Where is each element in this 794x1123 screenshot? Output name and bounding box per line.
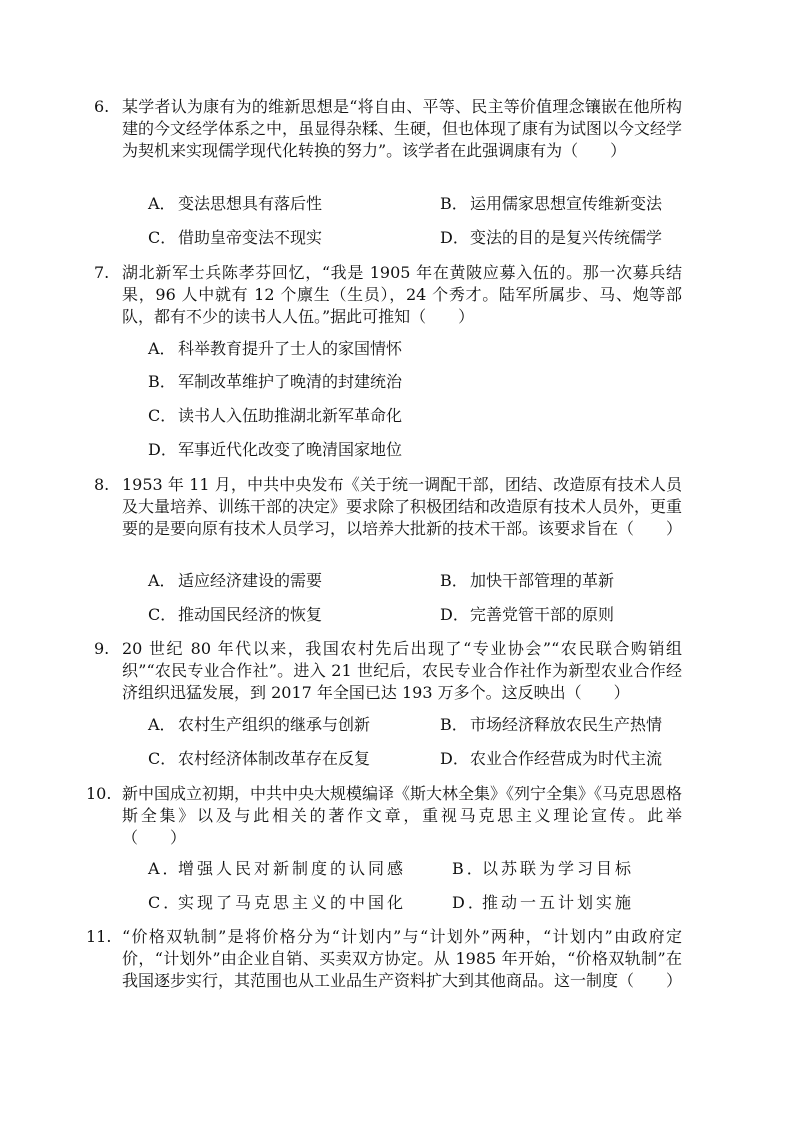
- question-stem: 湖北新军士兵陈孝芬回忆，“我是 1905 年在黄陂应募入伍的。那一次募兵结果，96 人中就有 12 个廪生（生员），24 个秀才。陆军所属步、马、炮等部队，都有不少的读书人人伍。”据此可推知（ ）: [122, 263, 682, 326]
- option-letter: C．: [148, 749, 177, 768]
- option-b: [148, 371, 402, 393]
- option-letter: B．: [452, 859, 486, 878]
- question-stem: 新中国成立初期，中共中央大规模编译《斯大林全集》《列宁全集》《马克思恩格斯全集》以及与此相关的著作文章，重视马克思主义理论宣传。此举 （ ）: [122, 784, 794, 847]
- option-text: 借助皇帝变法不现实: [178, 228, 323, 247]
- question-11: [86, 926, 683, 992]
- option-text: 适应经济建设的需要: [178, 571, 323, 590]
- option-a: [148, 714, 370, 736]
- option-text: 变法的目的是复兴传统儒学: [470, 228, 663, 247]
- option-c: [148, 227, 322, 249]
- option-c: [148, 604, 322, 626]
- option-letter: D．: [440, 605, 469, 624]
- option-c: [148, 405, 402, 427]
- option-text: 军制改革维护了晚清的封建统治: [178, 372, 403, 391]
- option-text: 实现了马克思主义的中国化: [178, 893, 407, 912]
- option-a: [148, 858, 406, 880]
- option-text: 以苏联为学习目标: [482, 859, 635, 878]
- option-b: [452, 858, 634, 880]
- option-text: 加快干部管理的革新: [470, 571, 615, 590]
- option-letter: C．: [148, 406, 177, 425]
- option-d: [440, 748, 662, 770]
- option-letter: A．: [148, 571, 176, 590]
- question-8: [94, 474, 683, 540]
- question-stem: 1953 年 11 月，中共中央发布《关于统一调配干部，团结、改造原有技术人员及大量培养、训练干部的决定》要求除了积极团结和改造原有技术人员外，更重要的是要向原有技术人员学习，以培养大批新的技术干部。该要求旨在（ ）: [122, 475, 683, 538]
- option-text: 军事近代化改变了晚清国家地位: [178, 440, 403, 459]
- option-letter: D．: [452, 893, 487, 912]
- option-text: 推动一五计划实施: [482, 893, 635, 912]
- question-number: 9.: [94, 639, 110, 658]
- question-10: [86, 783, 794, 849]
- option-letter: A．: [148, 194, 176, 213]
- option-letter: C．: [148, 605, 177, 624]
- option-d: [148, 439, 402, 461]
- option-letter: D．: [440, 749, 469, 768]
- option-letter: C．: [148, 228, 177, 247]
- option-letter: A．: [148, 715, 176, 734]
- option-letter: A．: [148, 339, 176, 358]
- option-d: [440, 227, 662, 249]
- option-letter: D．: [148, 440, 177, 459]
- option-c: [148, 748, 370, 770]
- option-b: [440, 193, 662, 215]
- question-number: 6.: [94, 97, 110, 116]
- option-text: 运用儒家思想宣传维新变法: [470, 194, 663, 213]
- option-text: 读书人入伍助推湖北新军革命化: [178, 406, 403, 425]
- option-a: [148, 193, 322, 215]
- option-b: [440, 714, 662, 736]
- option-letter: B．: [440, 571, 468, 590]
- option-b: [440, 570, 614, 592]
- option-letter: B．: [440, 194, 468, 213]
- question-number: 10.: [86, 784, 112, 803]
- question-9: [94, 638, 682, 704]
- option-letter: C．: [148, 893, 183, 912]
- question-number: 8.: [94, 475, 110, 494]
- option-text: 科举教育提升了士人的家国情怀: [178, 339, 403, 358]
- question-number: 11.: [86, 927, 112, 946]
- option-text: 完善党管干部的原则: [470, 605, 615, 624]
- option-text: 农业合作经营成为时代主流: [470, 749, 663, 768]
- option-letter: B．: [440, 715, 468, 734]
- option-text: 推动国民经济的恢复: [178, 605, 323, 624]
- option-text: 变法思想具有落后性: [178, 194, 323, 213]
- option-d: [452, 892, 634, 914]
- question-6: [94, 96, 683, 162]
- option-letter: A．: [148, 859, 182, 878]
- option-letter: B．: [148, 372, 176, 391]
- question-number: 7.: [94, 263, 110, 282]
- option-c: [148, 892, 406, 914]
- option-text: 市场经济释放农民生产热情: [470, 715, 663, 734]
- option-d: [440, 604, 614, 626]
- option-a: [148, 338, 402, 360]
- question-stem: 20 世纪 80 年代以来，我国农村先后出现了“专业协会”“农民联合购销组织”“农民专业合作社”。进入 21 世纪后，农民专业合作社作为新型农业合作经济组织迅猛发展，到 2017 年全国已达 193 万多个。这反映出（ ）: [122, 639, 682, 702]
- option-letter: D．: [440, 228, 469, 247]
- question-stem: 某学者认为康有为的维新思想是“将自由、平等、民主等价值理念镶嵌在他所构建的今文经学体系之中，虽显得杂糅、生硬，但也体现了康有为试图以今文经学为契机来实现儒学现代化转换的努力”。该学者在此强调康有为（ ）: [122, 97, 683, 160]
- option-a: [148, 570, 322, 592]
- option-text: 农村生产组织的继承与创新: [178, 715, 371, 734]
- option-text: 增强人民对新制度的认同感: [178, 859, 407, 878]
- option-text: 农村经济体制改革存在反复: [178, 749, 371, 768]
- question-7: [94, 262, 682, 328]
- question-stem: “价格双轨制”是将价格分为“计划内”与“计划外”两种，“计划内”由政府定价，“计划外”由企业自销、买卖双方协定。从 1985 年开始，“价格双轨制”在我国逐步实行，其范围也从工业品生产资料扩大到其他商品。这一制度（ ）: [122, 927, 683, 990]
